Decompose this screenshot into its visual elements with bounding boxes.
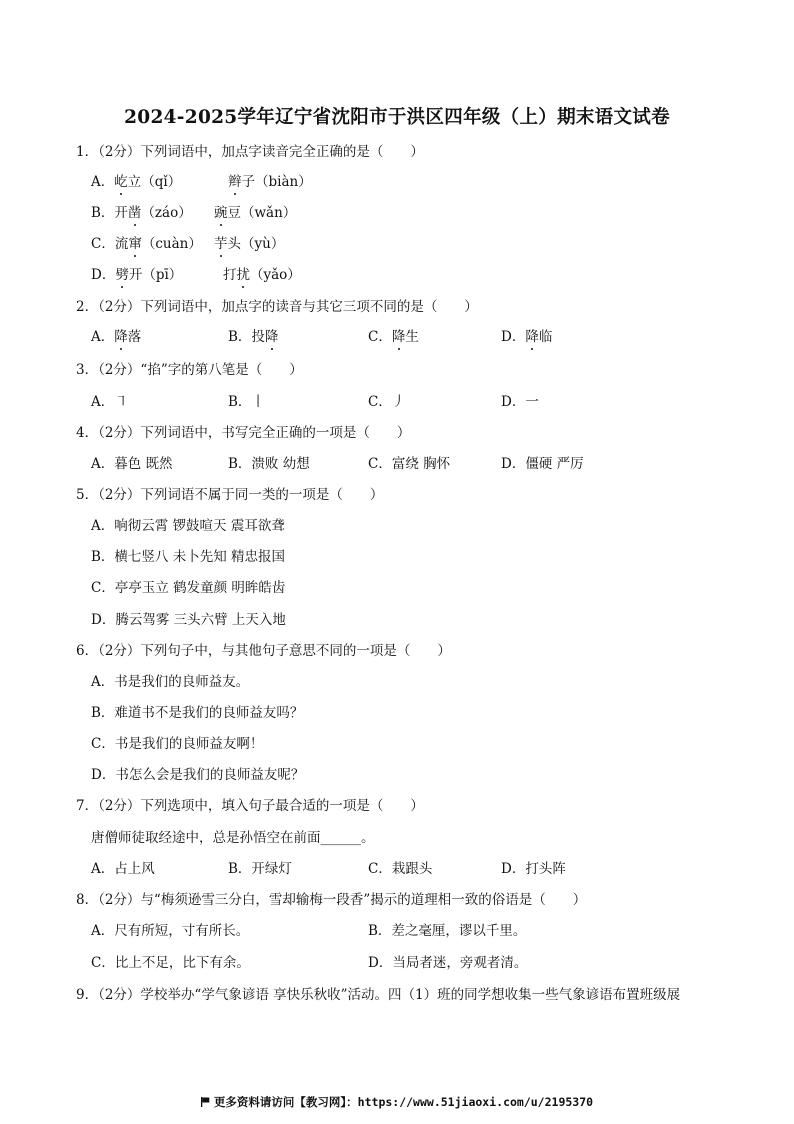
question-5-option-d: D．腾云驾雾 三头六臂 上天入地	[91, 612, 286, 628]
question-6-stem: 6．（2分）下列句子中，与其他句子意思不同的一项是（ ）	[76, 643, 451, 659]
question-1-option-c: C．流窜（cuàn） 芋头（yù）	[91, 236, 285, 252]
page-title: 2024-2025学年辽宁省沈阳市于洪区四年级（上）期末语文试卷	[124, 107, 670, 128]
question-1-option-d: D．劈开（pī） 打扰（yǎo）	[91, 267, 301, 283]
question-1-option-b: B．开凿（záo） 豌豆（wǎn）	[91, 205, 297, 221]
question-4-stem: 4．（2分）下列词语中，书写完全正确的一项是（ ）	[76, 425, 411, 441]
question-6-option-b: B．难道书不是我们的良师益友吗？	[91, 705, 304, 721]
question-1-stem: 1．（2分）下列词语中，加点字读音完全正确的是（ ）	[76, 144, 424, 160]
question-7-stem: 7．（2分）下列选项中，填入句子最合适的一项是（ ）	[76, 798, 424, 814]
question-8-stem: 8．（2分）与“梅须逊雪三分白，雪却输梅一段香”揭示的道理相一致的俗语是（ ）	[76, 892, 587, 908]
question-5-option-b: B．横七竖八 未卜先知 精忠报国	[91, 549, 286, 565]
question-1-option-a: A．屹立（qǐ） 辫子（biàn）	[91, 174, 312, 190]
question-6-option-a: A．书是我们的良师益友。	[91, 674, 250, 690]
question-5-option-c: C．亭亭玉立 鹤发童颜 明眸皓齿	[91, 580, 286, 596]
footer-link[interactable]	[0, 1094, 794, 1110]
question-3-stem: 3．（2分）“掐”字的第八笔是（ ）	[76, 362, 303, 378]
question-6-option-c: C．书是我们的良师益友啊！	[91, 736, 264, 752]
flag-icon	[201, 1097, 210, 1107]
question-2-stem: 2．（2分）下列词语中，加点字的读音与其它三项不同的是（ ）	[76, 299, 478, 315]
question-5-stem: 5．（2分）下列词语不属于同一类的一项是（ ）	[76, 487, 384, 503]
question-5-option-a: A．响彻云霄 锣鼓喧天 震耳欲聋	[91, 518, 285, 534]
question-9-stem: 9．（2分）学校举办“学气象谚语 享快乐秋收”活动。四（1）班的同学想收集一些气象谚语布置班级展	[76, 987, 681, 1003]
footer-text: 更多资料请访问【教习网】：https://www.51jiaoxi.com/u/2195370	[213, 1095, 594, 1109]
question-6-option-d: D．书怎么会是我们的良师益友呢？	[91, 767, 305, 783]
question-7-sentence: 唐僧师徒取经途中，总是孙悟空在前面______。	[91, 830, 375, 846]
